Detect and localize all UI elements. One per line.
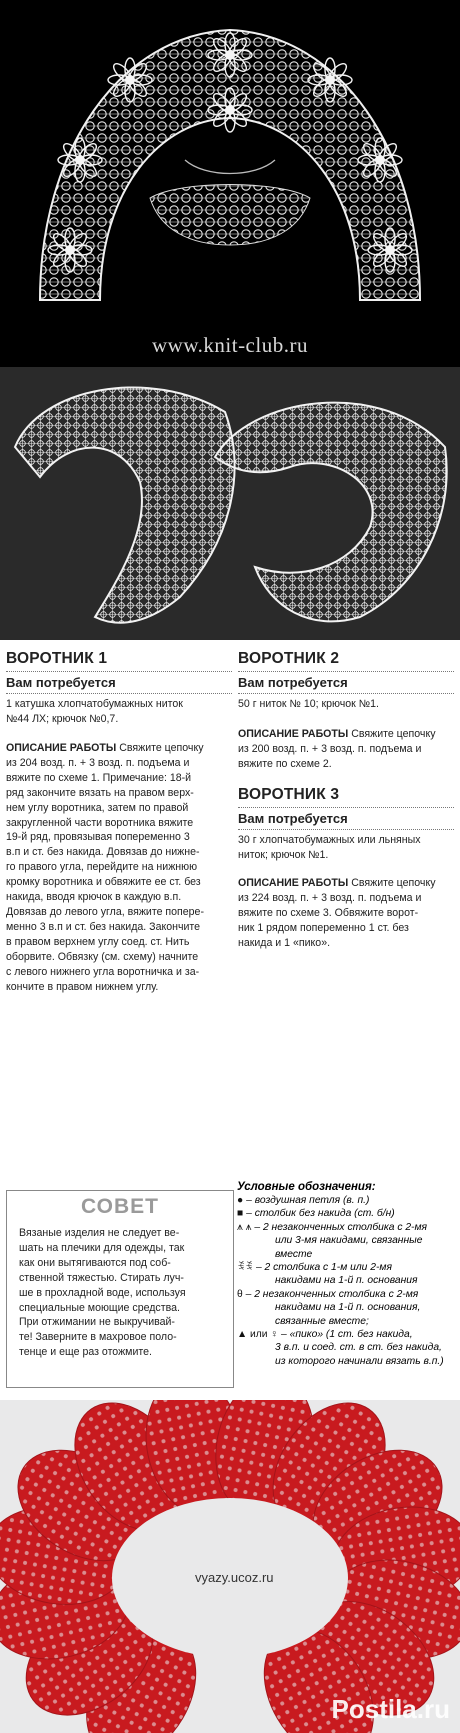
legend-item [237, 1288, 457, 1328]
divider [238, 671, 454, 672]
work-line: вяжите по схеме 1. Примечание: 18-й [6, 771, 192, 784]
work-line: из 224 возд. п. + 3 возд. п. подъема и [238, 891, 422, 904]
advice-line: как они вытягиваются под соб- [19, 1256, 171, 1269]
divider [238, 829, 454, 830]
collar2-needs-heading: Вам потребуется [238, 675, 348, 690]
single-crochet-icon: ■ [237, 1208, 244, 1220]
legend-text: из которого начинали вязать в.п.) [275, 1355, 444, 1367]
legend-text: – 2 столбика с 1-м или 2-мя [255, 1262, 392, 1274]
legend-text: накидами на 1-й п. основания [275, 1275, 418, 1287]
advice-line: специальные моющие средства. [19, 1301, 180, 1314]
lace-flower-center [125, 75, 135, 85]
legend-text: – столбик без накида (ст. б/н) [246, 1208, 395, 1220]
lace-flower-center [385, 245, 395, 255]
watermark-knit-club: www.knit-club.ru [152, 333, 308, 357]
work-line: накида и 1 «пико». [238, 936, 331, 949]
collar1-title: ВОРОТНИК 1 [6, 650, 108, 667]
collar3-materials [238, 833, 454, 863]
legend-text: – 2 незаконченных столбика с 2-мя [245, 1288, 419, 1300]
legend-text: – «пико» (1 ст. без накида, [281, 1329, 413, 1341]
collar3-title: ВОРОТНИК 3 [238, 786, 340, 803]
collar2-work-heading: ОПИСАНИЕ РАБОТЫ [238, 728, 349, 740]
work-line: накида, вводя крючок в каждую в.п. [6, 891, 182, 904]
work-line: кончите в правом нижнем углу. [6, 980, 159, 993]
collar3-work-description [238, 876, 454, 951]
material-line: 1 катушка хлопчатобумажных ниток [6, 698, 183, 710]
work-line: менно 3 в.п и ст. без накида. Закончите [6, 920, 201, 933]
legend-text: или 3-мя накидами, связанные [275, 1235, 423, 1247]
cluster-icon: θ [237, 1288, 243, 1300]
work-line: в правом верхнем углу соед. ст. Нить [6, 935, 190, 948]
photo-lace-collar-1 [0, 0, 460, 367]
collar1-needs-heading: Вам потребуется [6, 675, 116, 690]
divider [238, 693, 454, 694]
work-line: из 204 возд. п. + 3 возд. п. подъема и [6, 756, 190, 769]
legend-text: 3 в.п. и соед. ст. в ст. без накида, [275, 1342, 442, 1354]
advice-line: ше в прохладной воде, используя [19, 1286, 186, 1299]
advice-line: Вязаные изделия не следует ве- [19, 1227, 180, 1239]
lace-collar-1-image [0, 0, 460, 367]
divider [6, 671, 232, 672]
photo-red-collar [0, 1400, 460, 1733]
double-crochet-two-together-icon: ⩚ ⩚ [237, 1221, 252, 1233]
material-line: 30 г хлопчатобумажных или льняных [238, 834, 421, 846]
work-line: Свяжите цепочку [351, 877, 436, 889]
lace-flower-center [225, 50, 235, 60]
legend-text: – воздушная петля (в. п.) [246, 1195, 370, 1206]
picot-icon: ▲ или ♀ [237, 1329, 279, 1341]
collar1-work-heading: ОПИСАНИЕ РАБОТЫ [6, 742, 117, 754]
work-line: ник 1 рядом попеременно 1 ст. без [238, 921, 409, 934]
work-line: Свяжите цепочку [119, 742, 204, 754]
work-line: го правого угла, перейдите на нижнюю [6, 861, 198, 874]
legend-text: накидами на 1-й п. основания, [275, 1302, 421, 1314]
work-line: кромку воротника и обвяжите ее ст. без [6, 876, 201, 889]
advice-line: тенце и еще раз отожмите. [19, 1346, 152, 1359]
collar2-work-description [238, 727, 454, 772]
watermark-postila: Postila.ru [331, 1694, 450, 1724]
collar3-needs-heading: Вам потребуется [238, 811, 348, 826]
red-collar-image [0, 1400, 460, 1733]
lace-flower-center [75, 155, 85, 165]
legend-text: – 2 незаконченных столбика с 2-мя [254, 1221, 428, 1233]
legend-item [237, 1194, 457, 1207]
lace-flower-center [375, 155, 385, 165]
advice-line: ственной тяжестью. Стирать луч- [19, 1271, 184, 1284]
legend-text: связанные вместе; [275, 1315, 369, 1327]
collar2-materials [238, 697, 454, 712]
chain-stitch-icon: ● [237, 1195, 244, 1206]
legend-item [237, 1328, 457, 1368]
divider [238, 807, 454, 808]
material-line: №44 ЛХ; крючок №0,7. [6, 712, 119, 725]
divider [6, 693, 232, 694]
lace-collars-2-3-image [0, 367, 460, 640]
advice-line: При отжимании не выкручивай- [19, 1316, 175, 1329]
lace-flower-center [325, 75, 335, 85]
advice-text [19, 1226, 225, 1360]
work-line: Довязав до левого угла, вяжите попере- [6, 905, 204, 918]
advice-line: те! Заверните в махровое поло- [19, 1331, 177, 1344]
work-line: вяжите по схеме 2. [238, 757, 332, 770]
legend-item [237, 1207, 457, 1220]
advice-line: шать на плечики для одежды, так [19, 1241, 185, 1254]
work-line: с левого нижнего угла воротничка и за- [6, 965, 200, 978]
material-line: 50 г ниток № 10; крючок №1. [238, 698, 379, 710]
legend-text: вместе [275, 1248, 313, 1260]
legend-title: Условные обозначения: [237, 1181, 376, 1193]
work-line: закругленной части воротника вяжите [6, 816, 194, 829]
work-line: оборвите. Обвязку (см. схему) начните [6, 950, 199, 963]
legend-item [237, 1261, 457, 1288]
lace-flower-center [225, 105, 235, 115]
collar1-materials [6, 697, 232, 727]
advice-title: СОВЕТ [81, 1195, 159, 1218]
two-stitches-one-base-icon: ꉂꉂ [237, 1262, 254, 1274]
watermark-vyazy: vyazy.ucoz.ru [195, 1570, 274, 1585]
legend-item [237, 1221, 457, 1261]
work-line: нем углу воротника, затем по правой [6, 801, 189, 814]
work-line: из 200 возд. п. + 3 возд. п. подъема и [238, 742, 422, 755]
photo-lace-collars-2-3 [0, 367, 460, 640]
work-line: Свяжите цепочку [351, 728, 436, 740]
advice-box [6, 1190, 234, 1388]
work-line: 19-й ряд, провязывая попеременно 3 [6, 831, 190, 844]
collar2-title: ВОРОТНИК 2 [238, 650, 340, 667]
material-line: ниток; крючок №1. [238, 848, 329, 861]
work-line: в.п и ст. без накида. Довязав до нижне- [6, 846, 200, 859]
collar3-work-heading: ОПИСАНИЕ РАБОТЫ [238, 877, 349, 889]
collar1-work-description [6, 741, 232, 994]
lace-flower-center [65, 245, 75, 255]
work-line: вяжите по схеме 3. Обвяжите ворот- [238, 906, 419, 919]
work-line: ряд закончите вязать на правом верх- [6, 786, 194, 799]
legend [237, 1181, 457, 1368]
